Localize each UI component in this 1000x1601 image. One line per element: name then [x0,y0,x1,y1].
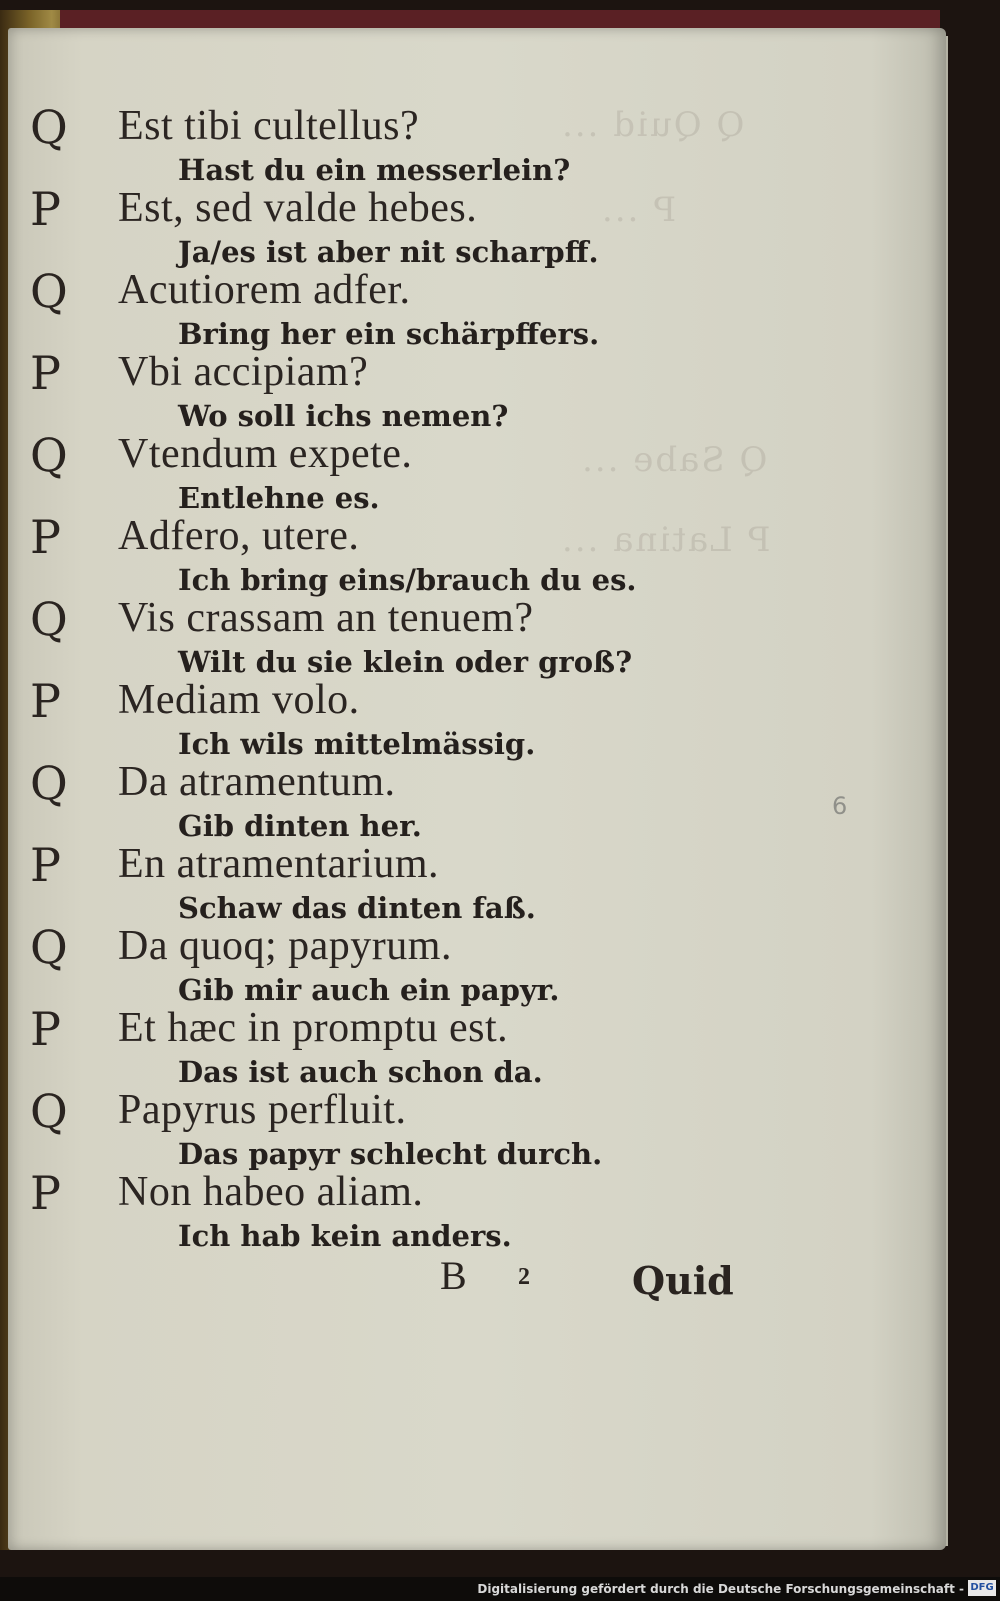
speaker-label: Q [30,264,68,318]
speaker-label: P [30,346,61,400]
latin-line: Adfero, utere. [118,513,360,559]
german-line: Ja/es ist aber nit scharpff. [178,235,599,269]
latin-line: Mediam volo. [118,677,360,723]
latin-line: Non habeo aliam. [118,1169,424,1215]
latin-line: Vis crassam an tenuem? [118,595,534,641]
german-line: Schaw das dinten faß. [178,891,536,925]
german-line: Entlehne es. [178,481,380,515]
speaker-label: Q [30,1084,68,1138]
german-line: Ich wils mittelmässig. [178,727,536,761]
latin-line: Est tibi cultellus? [118,103,420,149]
speaker-label: P [30,182,61,236]
speaker-label: Q [30,428,68,482]
german-line: Gib mir auch ein papyr. [178,973,560,1007]
signature-mark: B [440,1253,467,1298]
show-through: Q Quid ... [560,105,745,145]
speaker-label: P [30,838,61,892]
latin-line: Acutiorem adfer. [118,267,411,313]
german-line: Das ist auch schon da. [178,1055,543,1089]
speaker-label: P [30,510,61,564]
speaker-label: Q [30,592,68,646]
speaker-label: Q [30,756,68,810]
latin-line: Da atramentum. [118,759,396,805]
latin-line: Vtendum expete. [118,431,413,477]
german-line: Bring her ein schärpffers. [178,317,600,351]
latin-line: Et hæc in promptu est. [118,1005,509,1051]
credit-text: Digitalisierung gefördert durch die Deutsche Forschungsgemeinschaft - [477,1582,964,1596]
show-through: Q Sabe ... [580,440,768,480]
latin-line: En atramentarium. [118,841,440,887]
signature-number: 2 [518,1264,530,1290]
dfg-logo: DFG [968,1580,996,1596]
german-line: Ich hab kein anders. [178,1219,512,1253]
german-line: Ich bring eins/brauch du es. [178,563,637,597]
speaker-label: P [30,1166,61,1220]
speaker-label: Q [30,920,68,974]
german-line: Gib dinten her. [178,809,422,843]
german-line: Wilt du sie klein oder groß? [178,645,633,679]
german-line: Wo soll ichs nemen? [178,399,509,433]
german-line: Das papyr schlecht durch. [178,1137,603,1171]
latin-line: Da quoq; papyrum. [118,923,452,969]
show-through: P ... [600,190,677,230]
speaker-label: Q [30,100,68,154]
catchword: Quid [632,1258,734,1303]
latin-line: Vbi accipiam? [118,349,369,395]
latin-line: Papyrus perfluit. [118,1087,407,1133]
german-line: Hast du ein messerlein? [178,153,571,187]
latin-line: Est, sed valde hebes. [118,185,478,231]
show-through: P Latina ... [560,520,771,560]
speaker-label: P [30,674,61,728]
margin-note: 6 [832,792,848,820]
speaker-label: P [30,1002,61,1056]
